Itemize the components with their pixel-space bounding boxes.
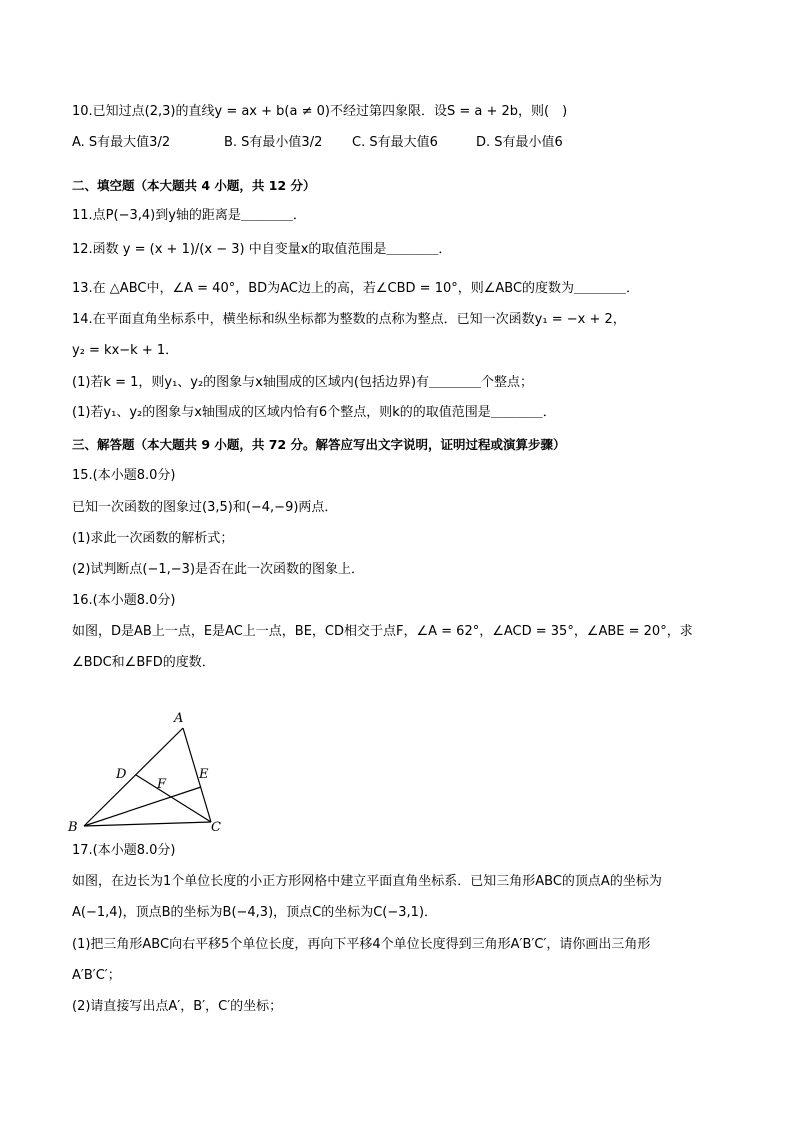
- label-b: B: [68, 820, 78, 835]
- q14-stem-line2: y₂ = kx−k + 1．: [72, 343, 179, 358]
- q16-stem-line1: 如图，D是AB上一点，E是AC上一点，BE，CD相交于点F，∠A = 62°，∠ACD = 35°，∠ABE = 20°，求: [72, 624, 693, 639]
- q15-heading: 15.(本小题8.0分): [72, 468, 176, 483]
- q15-part1: (1)求此一次函数的解析式；: [72, 531, 234, 546]
- segment-cd: [136, 775, 211, 822]
- q17-stem-line1: 如图，在边长为1个单位长度的小正方形网格中建立平面直角坐标系．已知三角形ABC的顶点A的坐标为: [72, 874, 662, 889]
- section-3-title: 三、解答题（本大题共 9 小题，共 72 分。解答应写出文字说明，证明过程或演算步骤）: [72, 437, 566, 452]
- q15-part2: (2)试判断点(−1,−3)是否在此一次函数的图象上．: [72, 562, 365, 577]
- q10-stem: 10.已知过点(2,3)的直线y = ax + b(a ≠ 0)不经过第四象限．设S = a + 2b，则( ): [72, 104, 568, 119]
- q16-stem-line2: ∠BDC和∠BFD的度数．: [72, 655, 215, 670]
- label-a: A: [174, 711, 184, 726]
- segment-be: [84, 787, 201, 826]
- q10-option-d: D. S有最小值6: [476, 135, 563, 150]
- q17-part2: (2)请直接写出点A′，B′，C′的坐标；: [72, 999, 283, 1014]
- q16-heading: 16.(本小题8.0分): [72, 593, 176, 608]
- q17-heading: 17.(本小题8.0分): [72, 843, 176, 858]
- q14-part1: (1)若k = 1，则y₁、y₂的图象与x轴围成的区域内(包括边界)有＿＿＿＿个整点；: [72, 375, 534, 390]
- q15-body: 已知一次函数的图象过(3,5)和(−4,−9)两点．: [72, 500, 338, 515]
- q17-stem-line2: A(−1,4)，顶点B的坐标为B(−4,3)，顶点C的坐标为C(−3,1)．: [72, 905, 438, 920]
- q10-option-c: C. S有最大值6: [352, 135, 438, 150]
- q17-part1-line2: A′B′C′；: [72, 968, 121, 983]
- segment-ab: [84, 728, 183, 826]
- q17-part1-line1: (1)把三角形ABC向右平移5个单位长度，再向下平移4个单位长度得到三角形A′B′C′，请你画出三角形: [72, 937, 651, 952]
- label-d: D: [116, 767, 127, 782]
- q11-text: 11.点P(−3,4)到y轴的距离是＿＿＿＿．: [72, 208, 306, 223]
- label-f: F: [157, 777, 167, 792]
- q10-options: [72, 134, 712, 162]
- q14-part2: (1)若y₁、y₂的图象与x轴围成的区域内恰有6个整点，则k的的取值范围是＿＿＿＿．: [72, 405, 556, 420]
- q10-option-b: B. S有最小值3/2: [224, 135, 323, 150]
- label-c: C: [211, 820, 221, 835]
- q12-text: 12.函数 y = (x + 1)/(x − 3) 中自变量x的取值范围是＿＿＿＿．: [72, 242, 452, 257]
- label-e: E: [199, 767, 209, 782]
- segment-bc: [84, 822, 211, 826]
- section-2-title: 二、填空题（本大题共 4 小题，共 12 分）: [72, 178, 316, 193]
- q13-text: 13.在 △ABC中，∠A = 40°，BD为AC边上的高，若∠CBD = 10°，则∠ABC的度数为＿＿＿＿．: [72, 281, 640, 296]
- q14-stem-line1: 14.在平面直角坐标系中，横坐标和纵坐标都为整数的点称为整点．已知一次函数y₁ = −x + 2，: [72, 312, 626, 327]
- q16-triangle-figure: [66, 708, 236, 838]
- q10-option-a: A. S有最大值3/2: [72, 135, 171, 150]
